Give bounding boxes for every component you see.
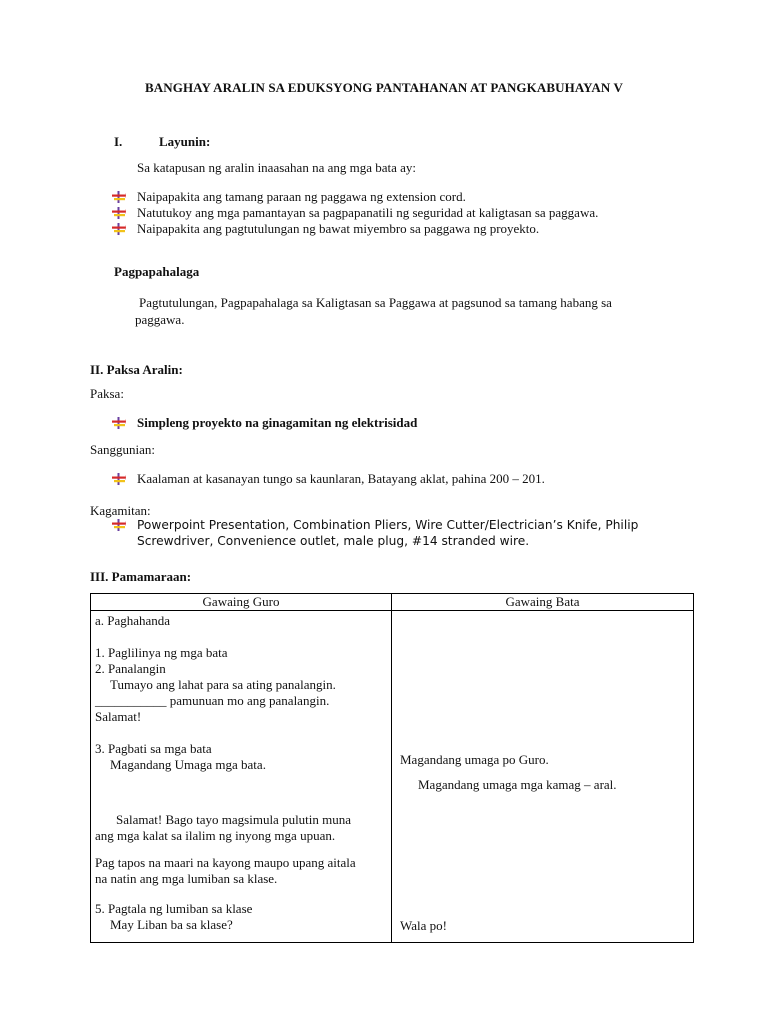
sit-instruction-line1: Pag tapos na maari na kayong maupo upang aitala [95, 855, 356, 870]
list-item [112, 189, 598, 205]
student-response-3: Wala po! [400, 918, 447, 933]
section2-heading: II. Paksa Aralin: [90, 362, 183, 377]
list-item [112, 471, 545, 487]
step-pagtala: 5. Pagtala ng lumiban sa klase [95, 901, 253, 916]
teacher-cell [91, 611, 392, 943]
section1-numeral: I. [114, 134, 123, 149]
document-title: BANGHAY ARALIN SA EDUKSYONG PANTAHANAN AT PANGKABUHAYAN V [145, 80, 623, 95]
bullet-icon [112, 417, 126, 429]
bullet-icon [112, 191, 126, 203]
list-item [112, 205, 598, 221]
objective-text: Natutukoy ang mga pamantayan sa pagpapanatili ng seguridad at kaligtasan sa paggawa. [137, 205, 599, 220]
values-text-line1: Pagtutulungan, Pagpapahalaga sa Kaligtasan sa Paggawa at pagsunod sa tamang habang sa [139, 295, 612, 310]
student-cell [392, 611, 694, 943]
paksa-label: Paksa: [90, 386, 124, 401]
values-text-line2: paggawa. [135, 312, 185, 327]
list-item [112, 221, 598, 237]
bullet-icon [112, 223, 126, 235]
sanggunian-label: Sanggunian: [90, 442, 155, 457]
list-item [112, 517, 638, 549]
section3-heading: III. Pamamaraan: [90, 569, 192, 584]
paghahanda: a. Paghahanda [95, 613, 171, 628]
kagamitan-line2: Screwdriver, Convenience outlet, male plug, #14 stranded wire. [137, 534, 530, 548]
bullet-icon [112, 473, 126, 485]
student-response-2: Magandang umaga mga kamag – aral. [418, 777, 617, 792]
objective-text: Naipapakita ang pagtutulungan ng bawat miyembro sa paggawa ng proyekto. [137, 221, 540, 236]
clean-instruction-line1: Salamat! Bago tayo magsimula pulutin muna [116, 812, 352, 827]
paksa-list [112, 415, 417, 431]
bullet-icon [112, 519, 126, 531]
sanggunian-item: Kaalaman at kasanayan tungo sa kaunlaran, Batayang aklat, pahina 200 – 201. [137, 471, 545, 486]
objective-text: Naipapakita ang tamang paraan ng paggawa ng extension cord. [137, 189, 466, 204]
prayer-lead: ___________ pamunuan mo ang panalangin. [95, 693, 330, 708]
step-pagbati: 3. Pagbati sa mga bata [95, 741, 212, 756]
salamat: Salamat! [95, 709, 142, 724]
absent-question: May Liban ba sa klase? [110, 917, 233, 932]
values-heading: Pagpapahalaga [114, 264, 200, 279]
clean-instruction-line2: ang mga kalat sa ilalim ng inyong mga upuan. [95, 828, 336, 843]
greeting: Magandang Umaga mga bata. [110, 757, 266, 772]
section1-heading: Layunin: [159, 134, 211, 149]
step-panalangin: 2. Panalangin [95, 661, 166, 676]
col-header-teacher: Gawaing Guro [91, 594, 392, 611]
objectives-intro: Sa katapusan ng aralin inaasahan na ang mga bata ay: [137, 160, 417, 175]
student-response-1: Magandang umaga po Guro. [400, 752, 549, 767]
sanggunian-list [112, 471, 545, 487]
sit-instruction-line2: na natin ang mga lumiban sa klase. [95, 871, 278, 886]
procedure-table [90, 593, 694, 943]
col-header-student: Gawaing Bata [392, 594, 694, 611]
paksa-item: Simpleng proyekto na ginagamitan ng elektrisidad [137, 415, 418, 430]
kagamitan-line1: Powerpoint Presentation, Combination Pliers, Wire Cutter/Electrician’s Knife, Philip [137, 518, 639, 532]
kagamitan-list [112, 517, 638, 549]
step-paglilinya: 1. Paglilinya ng mga bata [95, 645, 228, 660]
prayer-line: Tumayo ang lahat para sa ating panalangin. [110, 677, 336, 692]
table-row [91, 611, 694, 943]
list-item [112, 415, 417, 431]
kagamitan-label: Kagamitan: [90, 503, 151, 518]
bullet-icon [112, 207, 126, 219]
objectives-list [112, 189, 598, 237]
table-header-row [91, 594, 694, 611]
